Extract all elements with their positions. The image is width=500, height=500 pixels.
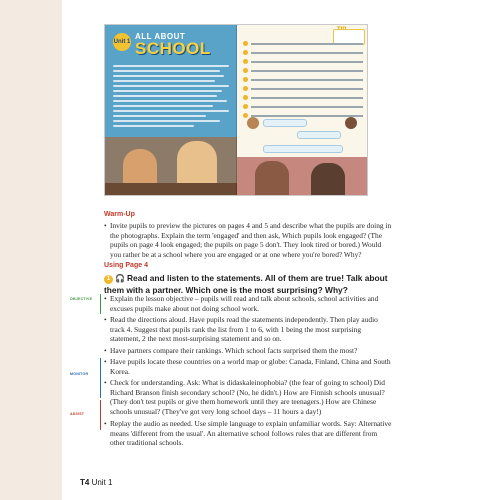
unit-badge: Unit 1 bbox=[113, 33, 131, 51]
bullet-text: Replay the audio as needed. Use simple language to explain unfamiliar words. Say: Alternative means 'different from the usual'. An alternative school follows rules that are different from other traditional schools. bbox=[110, 419, 392, 448]
bullet-check: • Check for understanding. Ask: What is didaskaleinophobia? (the fear of going to school) Did Richard Branson finish secondary school? (No, he didn't.) How are Finnish schools unusual? (They don't test pupils or give them homework until they are teenagers.) How are Chinese schools unusual? (They've got very long school days – 11 hours a day!) bbox=[104, 378, 385, 416]
assist-tag: ASSIST bbox=[70, 412, 85, 416]
task-number-badge: 1 bbox=[104, 275, 113, 284]
bullet-text: Have partners compare their rankings. Which school facts surprised them the most? bbox=[110, 346, 358, 355]
left-page-text-lines bbox=[113, 65, 229, 130]
spread-right-page bbox=[237, 25, 368, 196]
speech-bubbles bbox=[247, 117, 359, 157]
warmup-heading: Warm-Up bbox=[104, 211, 135, 218]
bullet-compare: • Have partners compare their rankings. Which school facts surprised them the most? bbox=[104, 346, 358, 355]
bullet-text: Read the directions aloud. Have pupils read the statements independently. Then play audio track 4. Suggest that pupils rank the list from 1 to 6, with 1 being the most surprising statement, 2 the next most-surprising statement and so on. bbox=[110, 315, 378, 344]
bullet-text: Have pupils locate these countries on a world map or globe: Canada, Finland, China and South Korea. bbox=[110, 357, 391, 376]
classroom-photo bbox=[105, 137, 237, 196]
page-edge bbox=[0, 0, 62, 500]
warmup-text: • Invite pupils to preview the pictures on pages 4 and 5 and describe what the pupils are doing in the photographs. Explain the term 'engaged' and then ask, Which pupils look engaged? (The pupils on page 4 look engaged; the pupils on page 5 don't. They look tired or bored.) Would you rather be at a school where you are engaged or at one where you're bored? Why? bbox=[104, 221, 392, 259]
headphones-icon: 🎧 bbox=[115, 274, 125, 283]
school-title: SCHOOL bbox=[135, 39, 211, 58]
bullet-text: Check for understanding. Ask: What is didaskaleinophobia? (the fear of going to school) Did Richard Branson finish secondary school? (No, he didn't.) How are Finnish schools unusual? (They don't test pupils or give them homework until they are teenagers.) How are Chinese schools unusual? (They've got very long school days – 11 hours a day!) bbox=[110, 378, 385, 416]
unit-label: Unit 1 bbox=[91, 478, 113, 487]
bullet-locate: • Have pupils locate these countries on a world map or globe: Canada, Finland, China and South Korea. bbox=[104, 357, 391, 376]
statement-list bbox=[243, 41, 363, 122]
task-text: Read and listen to the statements. All of them are true! Talk about them with a partner. Which one is the most surprising? Why? bbox=[104, 273, 388, 295]
assist-rule bbox=[100, 400, 101, 430]
bullet-replay: • Replay the audio as needed. Use simple language to explain unfamiliar words. Say: Alternative means 'different from the usual'. An alternative school follows rules that are different from other traditional schools. bbox=[104, 419, 392, 448]
objective-rule bbox=[100, 294, 101, 314]
warmup-paragraph: Invite pupils to preview the pictures on pages 4 and 5 and describe what the pupils are doing in the photographs. Explain the term 'engaged' and then ask, Which pupils look engaged? (The pupils on page 4 look engaged; the pupils on page 5 don't. They look tired or bored.) Would you rather be at a school where you are engaged or at one where you're bored? Why? bbox=[110, 221, 392, 259]
bullet-directions: • Read the directions aloud. Have pupils read the statements independently. Then play audio track 4. Suggest that pupils rank the list from 1 to 6, with 1 being the most surprising statement, 2 the next most-surprising statement and so on. bbox=[104, 315, 378, 344]
bored-pupils-photo bbox=[237, 157, 368, 196]
monitor-tag: MONITOR bbox=[70, 372, 89, 376]
monitor-rule bbox=[100, 358, 101, 398]
all-about-label: ALL ABOUT bbox=[135, 32, 186, 41]
bullet-objective: • Explain the lesson objective – pupils will read and talk about schools, school activities and excuses pupils make about not doing school work. bbox=[104, 294, 379, 313]
bullet-text: Explain the lesson objective – pupils will read and talk about schools, school activities and excuses pupils make about not doing school work. bbox=[110, 294, 379, 313]
objective-tag: OBJECTIVE bbox=[70, 297, 93, 301]
task-instruction bbox=[104, 273, 394, 295]
spread-left-page bbox=[105, 25, 237, 196]
using-page-heading: Using Page 4 bbox=[104, 262, 148, 269]
student-book-spread-image bbox=[104, 24, 368, 196]
page-footer bbox=[80, 478, 112, 487]
page-number: T4 bbox=[80, 478, 90, 487]
